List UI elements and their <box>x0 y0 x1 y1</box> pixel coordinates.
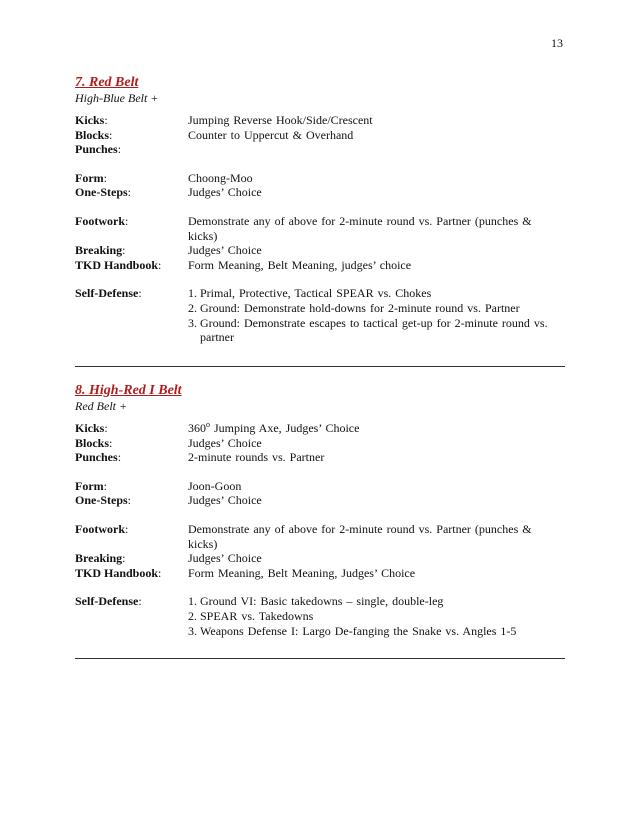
punches-label: Punches <box>75 450 118 465</box>
handbook-value: Form Meaning, Belt Meaning, judges’ choice <box>188 257 412 272</box>
breaking-label: Breaking <box>75 243 123 258</box>
handbook-label: TKD Handbook <box>75 565 159 580</box>
kicks-label: Kicks <box>75 421 105 435</box>
section-high-red-belt <box>75 382 565 638</box>
footwork-value-line2: kicks) <box>188 536 218 551</box>
form-row: Form: Joon-Goon <box>75 479 565 494</box>
section-red-belt <box>75 74 565 345</box>
one-steps-value: Judges’ Choice <box>188 185 262 200</box>
kicks-value: Jumping Reverse Hook/Side/Crescent <box>188 113 373 127</box>
self-defense-row: Self-Defense: 1. Primal, Protective, Tactical SPEAR vs. Chokes 2. Ground: Demonstrate hold-downs for 2-minute round vs. Partner 3. Ground: Demonstrate escapes to tactical get-up for 2-minute round vs. partner <box>75 286 565 344</box>
section-title: 8. High-Red I Belt <box>75 383 182 398</box>
breaking-value: Judges’ Choice <box>188 243 262 258</box>
form-label: Form <box>75 170 104 185</box>
list-item: 1. Primal, Protective, Tactical SPEAR vs. Chokes <box>188 286 432 301</box>
blocks-value: Counter to Uppercut & Overhand <box>188 127 354 142</box>
one-steps-row: One-Steps: Judges’ Choice <box>75 493 565 508</box>
list-item: 3. Weapons Defense I: Largo De-fanging the Snake vs. Angles 1-5 <box>188 623 517 638</box>
footwork-value-line2: kicks) <box>188 228 218 243</box>
handbook-label: TKD Handbook <box>75 257 159 272</box>
breaking-row: Breaking: Judges’ Choice <box>75 551 565 566</box>
handbook-row: TKD Handbook: Form Meaning, Belt Meaning, Judges’ Choice <box>75 566 565 581</box>
form-row: Form: Choong-Moo <box>75 171 565 186</box>
one-steps-row: One-Steps: Judges’ Choice <box>75 185 565 200</box>
blocks-label: Blocks <box>75 127 110 142</box>
footwork-value-line1: Demonstrate any of above for 2-minute round vs. Partner (punches & <box>188 521 532 536</box>
kicks-row: Kicks: 360$^o$ Jumping Axe, Judges’ Choice <box>75 421 565 436</box>
self-defense-label: Self-Defense <box>75 286 139 301</box>
punches-label: Punches <box>75 142 118 157</box>
footwork-row: Footwork: Demonstrate any of above for 2-minute round vs. Partner (punches & kicks) <box>75 522 565 551</box>
form-label: Form <box>75 478 104 493</box>
footwork-label: Footwork <box>75 521 125 536</box>
list-item: 3. Ground: Demonstrate escapes to tactical get-up for 2-minute round vs. partner <box>188 315 548 345</box>
self-defense-list <box>188 286 565 344</box>
punches-value <box>188 142 565 157</box>
blocks-label: Blocks <box>75 435 110 450</box>
list-item: 2. SPEAR vs. Takedowns <box>188 608 314 623</box>
blocks-row: Blocks: Counter to Uppercut & Overhand <box>75 128 565 143</box>
page-number: 13 <box>551 36 563 50</box>
self-defense-row: Self-Defense: 1. Ground VI: Basic takedowns – single, double-leg 2. SPEAR vs. Takedowns 3. Weapons Defense I: Largo De-fanging the Snake vs. Angles 1-5 <box>75 594 565 638</box>
blocks-value: Judges’ Choice <box>188 435 262 450</box>
footwork-value-line1: Demonstrate any of above for 2-minute round vs. Partner (punches & <box>188 213 532 228</box>
footwork-label: Footwork <box>75 213 125 228</box>
self-defense-label: Self-Defense <box>75 594 139 609</box>
section-divider <box>75 658 565 659</box>
blocks-row: Blocks: Judges’ Choice <box>75 436 565 451</box>
punches-row: Punches: 2-minute rounds vs. Partner <box>75 450 565 465</box>
one-steps-value: Judges’ Choice <box>188 493 262 508</box>
one-steps-label: One-Steps <box>75 493 128 508</box>
list-item: 2. Ground: Demonstrate hold-downs for 2-minute round vs. Partner <box>188 300 520 315</box>
form-value: Choong-Moo <box>188 170 253 185</box>
footwork-row: Footwork: Demonstrate any of above for 2-minute round vs. Partner (punches & kicks) <box>75 214 565 243</box>
breaking-label: Breaking <box>75 551 123 566</box>
breaking-value: Judges’ Choice <box>188 551 262 566</box>
punches-row: Punches: <box>75 142 565 157</box>
kicks-row: Kicks: Jumping Reverse Hook/Side/Crescent <box>75 113 565 128</box>
kicks-label: Kicks <box>75 113 105 127</box>
one-steps-label: One-Steps <box>75 185 128 200</box>
kicks-value: 360$^o$ Jumping Axe, Judges’ Choice <box>188 420 360 435</box>
form-value: Joon-Goon <box>188 478 242 493</box>
section-prerequisite: Red Belt + <box>75 399 128 413</box>
section-divider <box>75 366 565 367</box>
list-item: 1. Ground VI: Basic takedowns – single, double-leg <box>188 594 444 609</box>
handbook-value: Form Meaning, Belt Meaning, Judges’ Choice <box>188 565 416 580</box>
section-prerequisite: High-Blue Belt + <box>75 91 159 105</box>
section-title: 7. Red Belt <box>75 75 139 90</box>
punches-value: 2-minute rounds vs. Partner <box>188 450 325 465</box>
breaking-row: Breaking: Judges’ Choice <box>75 243 565 258</box>
self-defense-list <box>188 594 565 638</box>
handbook-row: TKD Handbook: Form Meaning, Belt Meaning, judges’ choice <box>75 258 565 273</box>
